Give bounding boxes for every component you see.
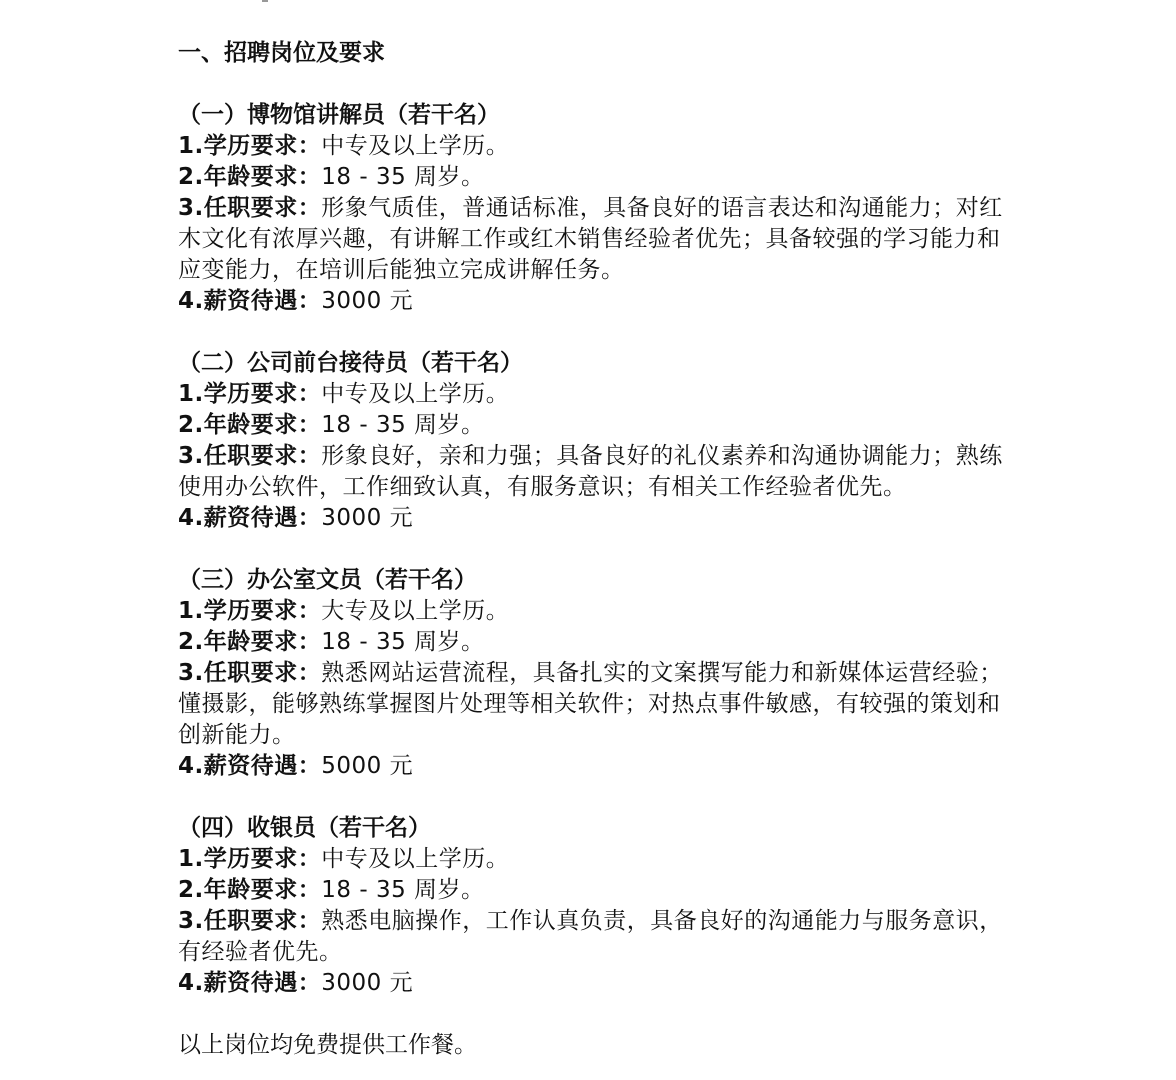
line-label: 4.薪资待遇： <box>178 288 322 314</box>
line-label: 2.年龄要求： <box>178 629 322 655</box>
top-edge-mark <box>262 0 268 2</box>
line-value: 形象气质佳，普通话标准，具备良好的语言表达和沟通能力；对红木文化有浓厚兴趣，有讲解工作或红木销售经验者优先；具备较强的学习能力和应变能力，在培训后能独立完成讲解任务。 <box>178 195 1003 283</box>
job-block-2 <box>178 348 1018 534</box>
line-label: 4.薪资待遇： <box>178 970 322 996</box>
job-title: （二）公司前台接待员（若干名） <box>178 350 523 376</box>
line-label: 4.薪资待遇： <box>178 505 322 531</box>
line-label: 3.任职要求： <box>178 443 322 469</box>
line-value: 熟悉网站运营流程，具备扎实的文案撰写能力和新媒体运营经验；懂摄影，能够熟练掌握图片处理等相关软件；对热点事件敏感，有较强的策划和创新能力。 <box>178 660 1003 748</box>
age-requirement <box>178 875 1018 906</box>
age-requirement <box>178 410 1018 441</box>
job-requirement <box>178 441 1018 503</box>
line-value: 大专及以上学历。 <box>321 598 510 624</box>
line-label: 2.年龄要求： <box>178 877 322 903</box>
salary <box>178 968 1018 999</box>
job-requirement <box>178 193 1018 286</box>
line-value: 熟悉电脑操作，工作认真负责，具备良好的沟通能力与服务意识，有经验者优先。 <box>178 908 1003 965</box>
line-label: 3.任职要求： <box>178 908 322 934</box>
line-value: 18 - 35 周岁。 <box>321 412 485 438</box>
line-label: 3.任职要求： <box>178 195 322 221</box>
line-value: 3000 元 <box>321 505 414 531</box>
education-requirement <box>178 379 1018 410</box>
job-requirement <box>178 906 1018 968</box>
section-title: 一、招聘岗位及要求 <box>178 40 385 66</box>
line-label: 3.任职要求： <box>178 660 322 686</box>
line-value: 中专及以上学历。 <box>321 381 510 407</box>
education-requirement <box>178 596 1018 627</box>
line-value: 18 - 35 周岁。 <box>321 164 485 190</box>
job-requirement <box>178 658 1018 751</box>
job-block-4 <box>178 813 1018 999</box>
job-title: （四）收银员（若干名） <box>178 815 431 841</box>
salary <box>178 286 1018 317</box>
job-block-3 <box>178 565 1018 782</box>
footer-note: 以上岗位均免费提供工作餐。 <box>178 1032 477 1058</box>
line-value: 5000 元 <box>321 753 414 779</box>
line-label: 2.年龄要求： <box>178 164 322 190</box>
line-value: 3000 元 <box>321 288 414 314</box>
education-requirement <box>178 131 1018 162</box>
education-requirement <box>178 844 1018 875</box>
recruitment-document <box>178 38 1018 1061</box>
line-value: 18 - 35 周岁。 <box>321 629 485 655</box>
line-label: 1.学历要求： <box>178 133 322 159</box>
line-label: 4.薪资待遇： <box>178 753 322 779</box>
job-block-1 <box>178 100 1018 317</box>
line-label: 2.年龄要求： <box>178 412 322 438</box>
job-title: （一）博物馆讲解员（若干名） <box>178 102 500 128</box>
line-value: 3000 元 <box>321 970 414 996</box>
line-label: 1.学历要求： <box>178 381 322 407</box>
line-value: 18 - 35 周岁。 <box>321 877 485 903</box>
line-value: 中专及以上学历。 <box>321 846 510 872</box>
age-requirement <box>178 162 1018 193</box>
job-title: （三）办公室文员（若干名） <box>178 567 477 593</box>
salary <box>178 503 1018 534</box>
line-label: 1.学历要求： <box>178 598 322 624</box>
salary <box>178 751 1018 782</box>
line-label: 1.学历要求： <box>178 846 322 872</box>
line-value: 形象良好，亲和力强；具备良好的礼仪素养和沟通协调能力；熟练使用办公软件，工作细致认真，有服务意识；有相关工作经验者优先。 <box>178 443 1003 500</box>
age-requirement <box>178 627 1018 658</box>
line-value: 中专及以上学历。 <box>321 133 510 159</box>
